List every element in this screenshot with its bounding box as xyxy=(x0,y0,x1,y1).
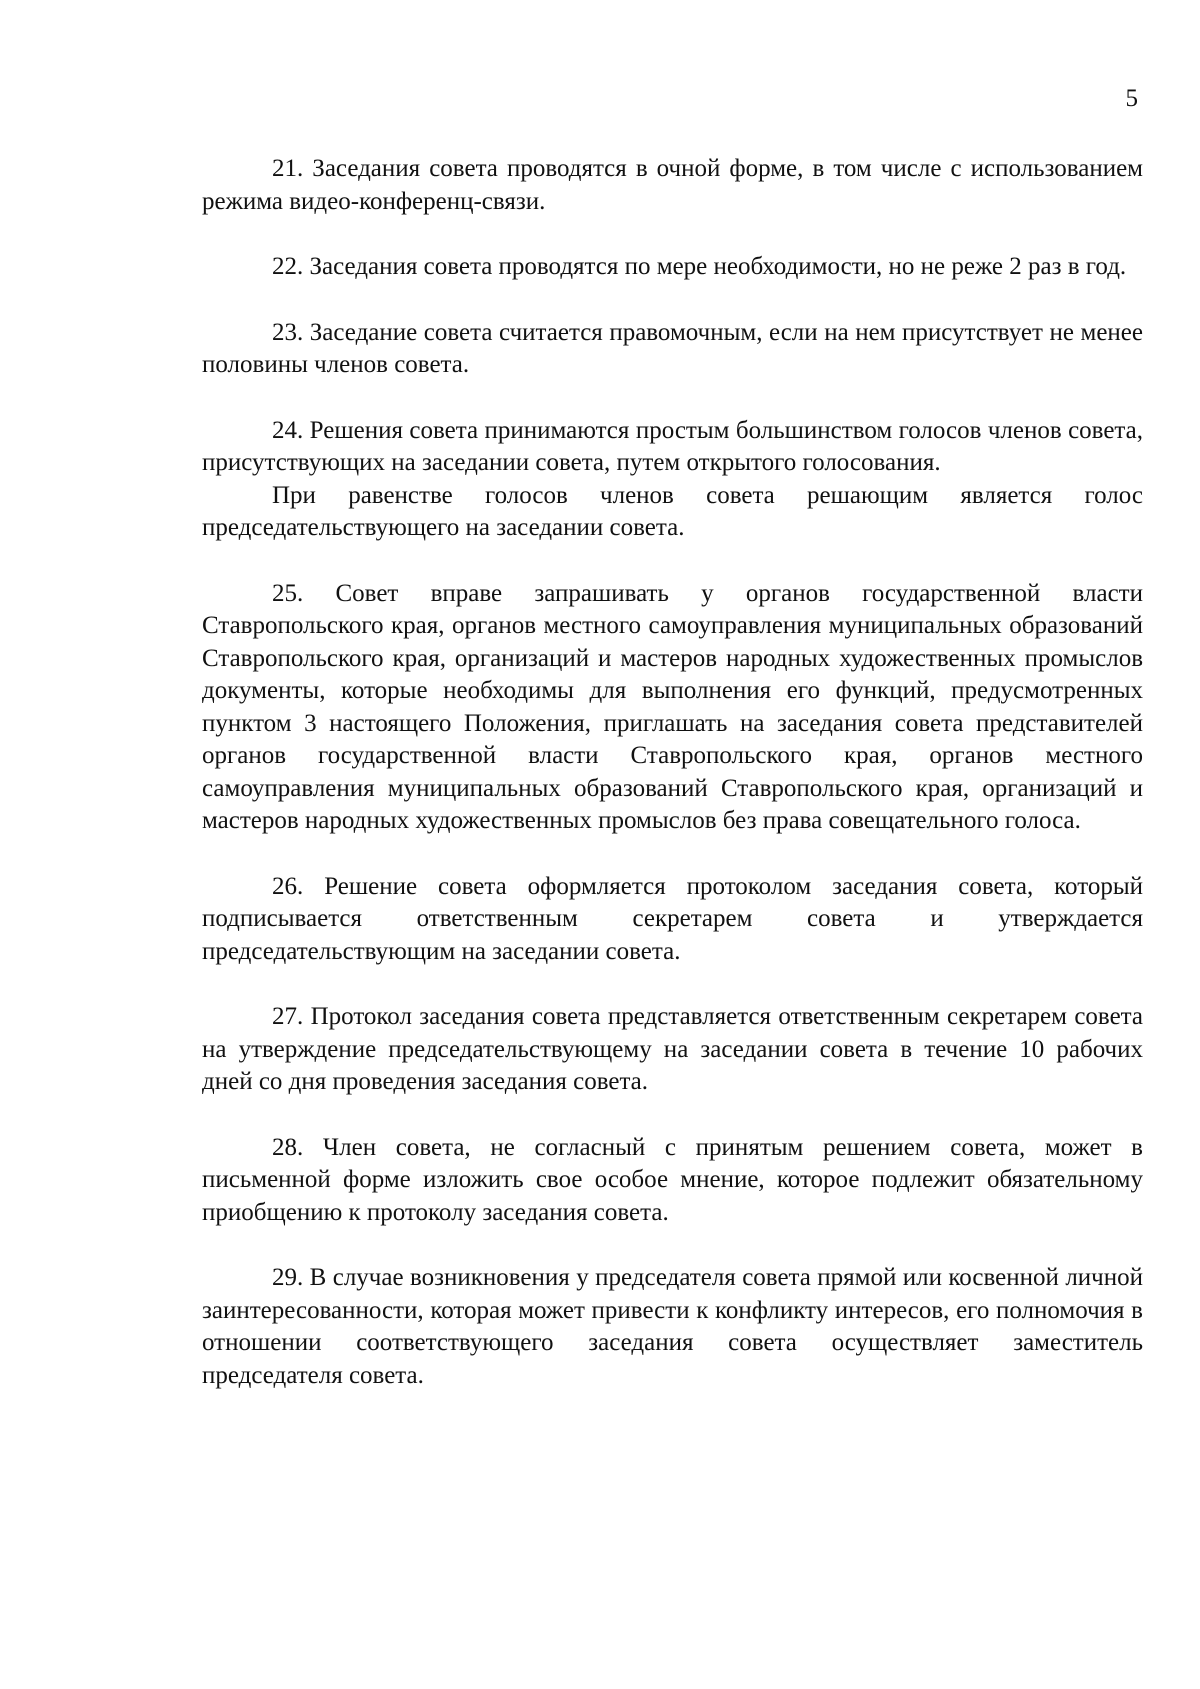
paragraph-26: 26. Решение совета оформляется протоколом заседания совета, который подписывается ответственным секретарем совета и утверждается председательствующим на заседании совета. xyxy=(202,872,1143,965)
paragraph-24: 24. Решения совета принимаются простым большинством голосов членов совета, присутствующих на заседании совета, путем открытого голосования. xyxy=(202,416,1143,476)
paragraph-27: 27. Протокол заседания совета представляется ответственным секретарем совета на утверждение председательствующему на заседании совета в течение 10 рабочих дней со дня проведения заседания совета. xyxy=(202,1003,1143,1095)
paragraph-25: 25. Совет вправе запрашивать у органов государственной власти Ставропольского края, органов местного самоуправления муниципальных образований Ставропольского края, организаций и мастеров народных художественных промыслов документы, которые необходимы для выполнения его функций, предусмотренных пунктом 3 настоящего Положения, приглашать на заседания совета представителей органов государственной власти Ставропольского края, органов местного самоуправления муниципальных образований Ставропольского края, организаций и мастеров народных художественных промыслов без права совещательного голоса. xyxy=(202,579,1143,834)
paragraph-21: 21. Заседания совета проводятся в очной форме, в том числе с использованием режима видео-конференц-связи. xyxy=(202,155,1143,215)
paragraph-28: 28. Член совета, не согласный с принятым решением совета, может в письменной форме изложить свое особое мнение, которое подлежит обязательному приобщению к протоколу заседания совета. xyxy=(202,1133,1143,1226)
paragraph-22: 22. Заседания совета проводятся по мере необходимости, но не реже 2 раз в год. xyxy=(272,253,1127,280)
page-number: 5 xyxy=(1125,85,1138,112)
paragraph-24-continuation: При равенстве голосов членов совета решающим является голос председательствующего на заседании совета. xyxy=(202,481,1143,541)
document-body xyxy=(202,153,1143,1392)
paragraph-23: 23. Заседание совета считается правомочным, если на нем присутствует не менее половины членов совета. xyxy=(202,318,1143,378)
paragraph-29: 29. В случае возникновения у председателя совета прямой или косвенной личной заинтересованности, которая может привести к конфликту интересов, его полномочия в отношении соответствующего заседания совета осуществляет заместитель председателя совета. xyxy=(202,1264,1143,1389)
